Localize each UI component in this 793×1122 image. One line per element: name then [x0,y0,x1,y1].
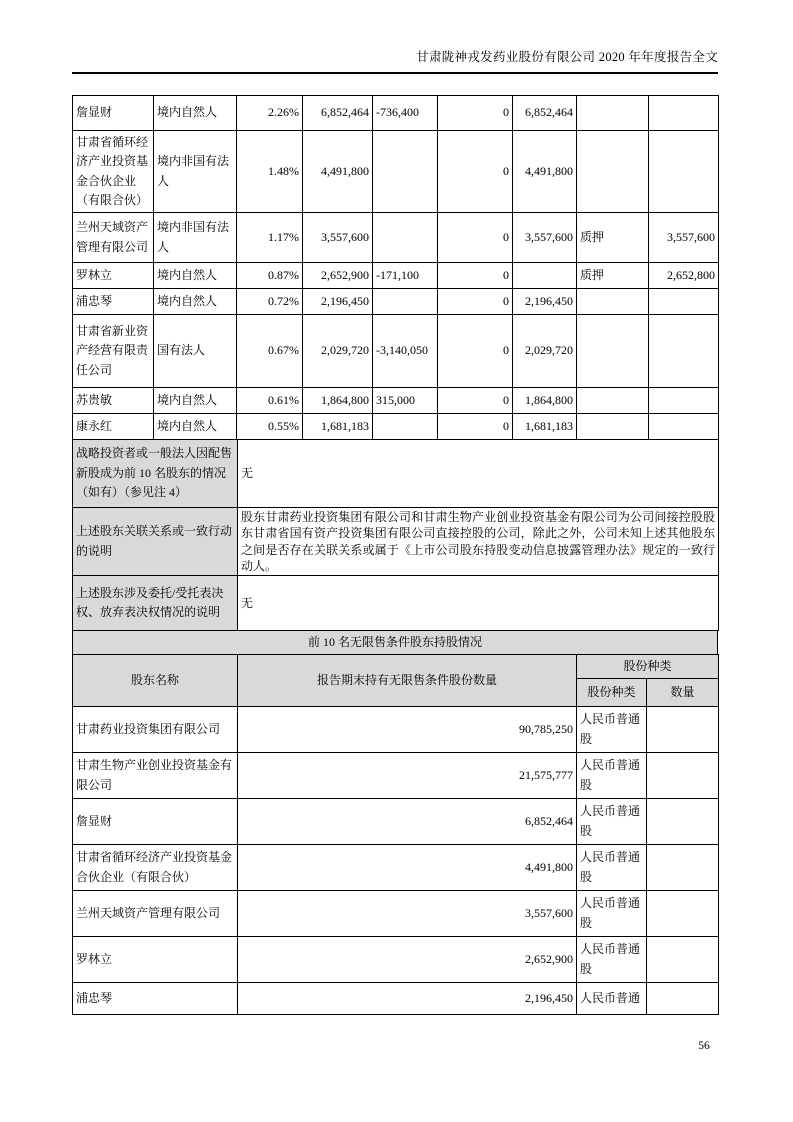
cell-unrestricted-qty: 2,196,450 [238,983,577,1015]
cell-unrestricted-shares: 1,681,183 [513,414,577,440]
cell-share-class: 人民币普通股 [577,707,647,753]
cell-restricted-shares: 0 [438,96,513,131]
cell-unrestricted-shares: 6,852,464 [513,96,577,131]
cell-shareholder-name: 詹显财 [73,96,154,131]
header-rule [72,72,718,74]
cell-shareholder-nature: 境内非国有法人 [154,213,237,263]
cell-pledge-status [577,131,649,213]
cell-unrestricted-qty: 4,491,800 [238,845,577,891]
note-label-voting-rights: 上述股东涉及委托/受托表决权、放弃表决权情况的说明 [73,576,238,631]
cell-period-change [373,131,438,213]
cell-share-class: 人民币普通股 [577,891,647,937]
shareholder-row [73,213,719,263]
note-row [73,576,719,631]
cell-shares-held: 1,681,183 [303,414,373,440]
cell-restricted-shares: 0 [438,289,513,315]
cell-shareholder-nature: 境内自然人 [154,289,237,315]
note-value: 无 [238,440,719,508]
subheader-count: 数量 [647,679,719,707]
cell-share-count [647,937,719,983]
cell-restricted-shares: 0 [438,315,513,388]
shareholder-row [73,96,719,131]
cell-holding-ratio: 2.26% [237,96,303,131]
shareholder-row [73,131,719,213]
cell-unrestricted-shares: 1,864,800 [513,388,577,414]
cell-shareholder-name: 康永红 [73,414,154,440]
cell-shareholder-name: 罗林立 [73,263,154,289]
cell-unrestricted-shares: 4,491,800 [513,131,577,213]
cell-holder-name: 甘肃省循环经济产业投资基金合伙企业（有限合伙） [73,845,238,891]
unrestricted-holder-row [73,707,719,753]
cell-share-class: 人民币普通 [577,983,647,1015]
cell-shareholder-name: 浦忠琴 [73,289,154,315]
note-label-strategic-investors: 战略投资者或一般法人因配售新股成为前 10 名股东的情况（如有）（参见注 4） [73,440,238,508]
cell-unrestricted-qty: 6,852,464 [238,799,577,845]
unrestricted-holder-row [73,753,719,799]
cell-holding-ratio: 0.72% [237,289,303,315]
cell-unrestricted-qty: 3,557,600 [238,891,577,937]
note-row [73,508,719,576]
unrestricted-holder-row [73,799,719,845]
cell-pledge-status [577,388,649,414]
cell-pledge-status [577,315,649,388]
cell-pledge-status: 质押 [577,213,649,263]
cell-period-change: -736,400 [373,96,438,131]
unrestricted-holder-row [73,937,719,983]
shareholder-row [73,263,719,289]
cell-share-class: 人民币普通股 [577,753,647,799]
note-value: 股东甘肃药业投资集团有限公司和甘肃生物产业创业投资基金有限公司为公司间接控股股东甘肃省国有资产投资集团有限公司直接控股的公司，除此之外，公司未知上述其他股东之间是否存在关联关系或属于《上市公司股东持股变动信息披露管理办法》规定的一致行动人。 [238,508,719,576]
cell-shareholder-nature: 境内自然人 [154,388,237,414]
header-share-class-group: 股份种类 [577,655,719,679]
cell-holding-ratio: 1.48% [237,131,303,213]
section-banner: 前 10 名无限售条件股东持股情况 [72,630,718,655]
cell-holder-name: 浦忠琴 [73,983,238,1015]
cell-shares-held: 4,491,800 [303,131,373,213]
unrestricted-holder-row [73,891,719,937]
shareholder-row [73,315,719,388]
cell-shareholder-nature: 境内自然人 [154,96,237,131]
cell-shareholder-nature: 国有法人 [154,315,237,388]
cell-holder-name: 甘肃药业投资集团有限公司 [73,707,238,753]
cell-unrestricted-qty: 2,652,900 [238,937,577,983]
cell-unrestricted-qty: 21,575,777 [238,753,577,799]
cell-holder-name: 詹显财 [73,799,238,845]
shareholder-notes-table [72,439,719,631]
cell-unrestricted-shares: 3,557,600 [513,213,577,263]
cell-pledge-qty: 2,652,800 [649,263,719,289]
cell-shares-held: 6,852,464 [303,96,373,131]
cell-restricted-shares: 0 [438,263,513,289]
shareholder-row [73,388,719,414]
cell-share-count [647,983,719,1015]
cell-share-class: 人民币普通股 [577,845,647,891]
cell-period-change [373,414,438,440]
cell-pledge-status [577,96,649,131]
note-value: 无 [238,576,719,631]
cell-period-change [373,289,438,315]
cell-shares-held: 2,652,900 [303,263,373,289]
table-header-row [73,655,719,679]
header-unrestricted-qty: 报告期末持有无限售条件股份数量 [238,655,577,707]
cell-shares-held: 3,557,600 [303,213,373,263]
page-number: 56 [698,1040,710,1052]
cell-pledge-qty [649,96,719,131]
cell-shareholder-name: 甘肃省循环经济产业投资基金合伙企业（有限合伙） [73,131,154,213]
top-shareholders-table [72,95,719,440]
cell-pledge-status [577,289,649,315]
report-header-title: 甘肃陇神戎发药业股份有限公司 2020 年年度报告全文 [416,50,718,64]
cell-pledge-status: 质押 [577,263,649,289]
cell-share-count [647,799,719,845]
cell-pledge-status [577,414,649,440]
cell-shares-held: 1,864,800 [303,388,373,414]
cell-pledge-qty [649,289,719,315]
cell-shareholder-nature: 境内非国有法人 [154,131,237,213]
cell-period-change: 315,000 [373,388,438,414]
cell-restricted-shares: 0 [438,388,513,414]
cell-period-change: -171,100 [373,263,438,289]
shareholder-row [73,414,719,440]
cell-shareholder-name: 甘肃省新业资产经营有限责任公司 [73,315,154,388]
cell-share-count [647,707,719,753]
cell-share-count [647,845,719,891]
cell-restricted-shares: 0 [438,414,513,440]
note-label-related-relationship: 上述股东关联关系或一致行动的说明 [73,508,238,576]
cell-shareholder-name: 兰州天域资产管理有限公司 [73,213,154,263]
cell-unrestricted-shares: 2,196,450 [513,289,577,315]
cell-pledge-qty [649,414,719,440]
unrestricted-shareholders-table [72,654,719,1015]
page-content [72,95,718,1015]
cell-pledge-qty [649,315,719,388]
cell-holder-name: 罗林立 [73,937,238,983]
cell-shares-held: 2,029,720 [303,315,373,388]
cell-period-change [373,213,438,263]
unrestricted-holder-row [73,845,719,891]
cell-shareholder-nature: 境内自然人 [154,414,237,440]
cell-unrestricted-shares: 2,029,720 [513,315,577,388]
cell-shareholder-nature: 境内自然人 [154,263,237,289]
cell-holding-ratio: 1.17% [237,213,303,263]
header-shareholder-name: 股东名称 [73,655,238,707]
cell-shares-held: 2,196,450 [303,289,373,315]
cell-holding-ratio: 0.61% [237,388,303,414]
cell-unrestricted-qty: 90,785,250 [238,707,577,753]
cell-unrestricted-shares [513,263,577,289]
shareholder-row [73,289,719,315]
cell-holder-name: 兰州天域资产管理有限公司 [73,891,238,937]
cell-share-class: 人民币普通股 [577,799,647,845]
cell-holding-ratio: 0.55% [237,414,303,440]
subheader-share-class: 股份种类 [577,679,647,707]
cell-pledge-qty [649,131,719,213]
cell-share-count [647,891,719,937]
cell-period-change: -3,140,050 [373,315,438,388]
cell-restricted-shares: 0 [438,131,513,213]
cell-holder-name: 甘肃生物产业创业投资基金有限公司 [73,753,238,799]
cell-shareholder-name: 苏贵敏 [73,388,154,414]
note-row [73,440,719,508]
cell-restricted-shares: 0 [438,213,513,263]
cell-holding-ratio: 0.67% [237,315,303,388]
cell-holding-ratio: 0.87% [237,263,303,289]
cell-pledge-qty [649,388,719,414]
cell-share-class: 人民币普通股 [577,937,647,983]
cell-share-count [647,753,719,799]
unrestricted-holder-row [73,983,719,1015]
cell-pledge-qty: 3,557,600 [649,213,719,263]
